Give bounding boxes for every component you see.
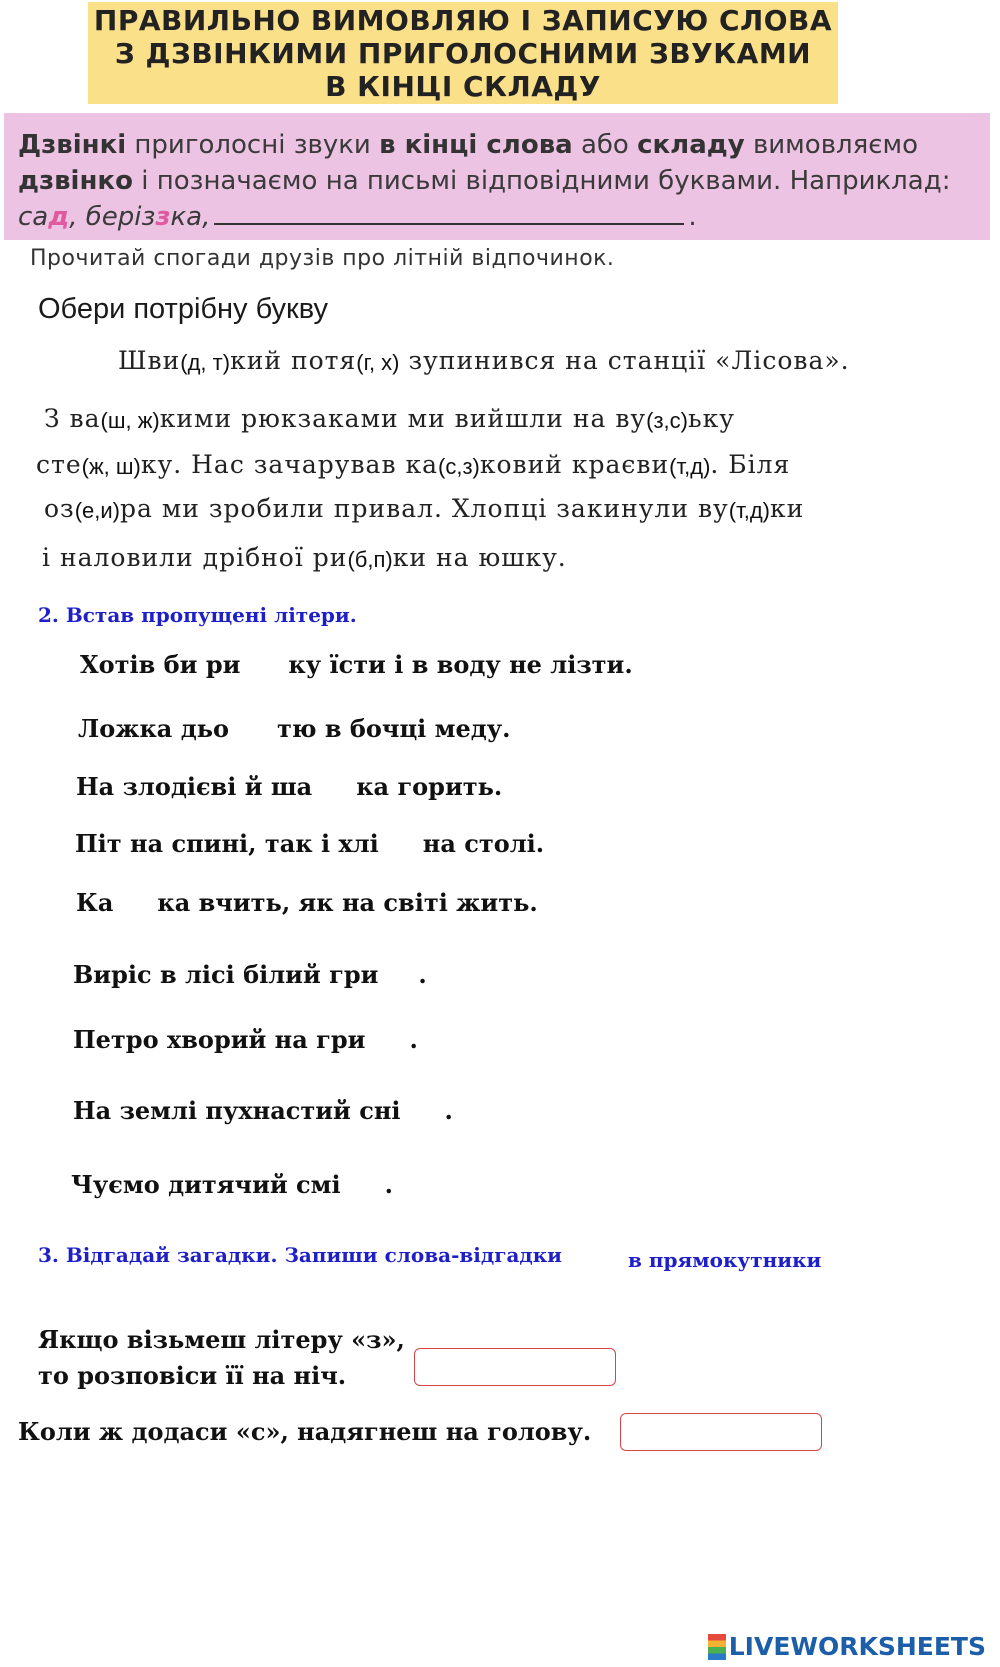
riddle-1-line-1: Якщо візьмеш літеру «з»,	[38, 1325, 405, 1354]
text-part: ковий краєви	[479, 450, 670, 479]
rule-bold-voiced: Дзвінкі	[18, 130, 127, 160]
proverb-part: ку їсти і в воду не лізти.	[288, 650, 633, 679]
example-highlight: з	[155, 202, 171, 232]
text-part: ки на юшку.	[392, 543, 567, 572]
letter-choice[interactable]: (ш, ж)	[100, 407, 160, 433]
rule-bold-word-end: в кінці слова	[379, 130, 573, 160]
text-part: кий потя	[230, 346, 357, 375]
proverb-1	[80, 650, 633, 679]
text-part: З ва	[44, 404, 101, 433]
brand-text: LIVEWORKSHEETS	[728, 1632, 986, 1661]
riddle-2: Коли ж додаси «с», надягнеш на голову.	[18, 1417, 592, 1446]
example-part: са	[18, 202, 49, 232]
proverb-5	[76, 888, 538, 917]
letter-choice[interactable]: (с,з)	[438, 453, 480, 479]
sentence-part: .	[409, 1025, 418, 1054]
text-part: Шви	[118, 346, 181, 375]
proverb-part: ка вчить, як на світі жить.	[157, 888, 538, 917]
sentence-part: Петро хворий на гри	[73, 1025, 366, 1054]
letter-choice[interactable]: (е,и)	[74, 497, 120, 523]
sentence-7	[73, 1025, 418, 1054]
liveworksheets-logo	[708, 1632, 986, 1661]
sentence-part: На землі пухнастий сні	[73, 1096, 401, 1125]
text-part: ра ми зробили привал. Хлопці закинули ву	[119, 494, 729, 523]
text-part: сте	[36, 450, 82, 479]
title-line-2: З ДЗВІНКИМИ ПРИГОЛОСНИМИ ЗВУКАМИ	[114, 37, 812, 70]
title-line-3: В КІНЦІ СКЛАДУ	[325, 70, 601, 103]
text-part: ьку	[687, 404, 735, 433]
letter-choice[interactable]: (б,п)	[347, 546, 393, 572]
text-part: зупинився на станції «Лісова».	[399, 346, 850, 375]
rule-text-part: вимовляємо	[744, 130, 919, 160]
proverb-part: Хотів би ри	[80, 650, 241, 679]
proverb-part: На злодієві й ша	[76, 772, 313, 801]
letter-choice[interactable]: (т,д)	[728, 497, 771, 523]
rule-bold-syllable: складу	[637, 130, 745, 160]
example-end: .	[688, 202, 697, 232]
task1-line-2	[44, 404, 735, 434]
sentence-8	[73, 1096, 453, 1125]
example-sad	[18, 202, 210, 232]
riddle-2-answer-box[interactable]	[620, 1413, 822, 1451]
sentence-9	[71, 1170, 393, 1199]
example-part: , беріз	[69, 202, 156, 232]
task2-heading: 2. Встав пропущені літери.	[38, 603, 357, 627]
text-part: . Біля	[710, 450, 791, 479]
sentence-part: .	[418, 960, 427, 989]
title-line-1: ПРАВИЛЬНО ВИМОВЛЯЮ І ЗАПИСУЮ СЛОВА	[93, 4, 833, 37]
riddle-1	[38, 1322, 405, 1394]
sentence-part: Виріс в лісі білий гри	[73, 960, 379, 989]
task3-heading: 3. Відгадай загадки. Запиши слова-відгадки	[38, 1243, 563, 1267]
proverb-part: на столі.	[422, 829, 545, 858]
proverb-part: ка горить.	[356, 772, 503, 801]
proverb-3	[76, 772, 502, 801]
proverb-part: тю в бочці меду.	[277, 714, 511, 743]
task1-choose: Обери потрібну букву	[38, 293, 329, 325]
sentence-part: .	[444, 1096, 453, 1125]
example-highlight: д	[48, 202, 70, 232]
example-blank-line	[214, 201, 684, 225]
rule-text-part: приголосні звуки	[126, 130, 380, 160]
rule-bold-voiced-adv: дзвінко	[18, 166, 133, 196]
text-part: ку. Нас зачарував ка	[140, 450, 438, 479]
rule-box	[4, 113, 990, 240]
rule-text	[18, 127, 993, 235]
task1-line-1	[118, 346, 850, 376]
sentence-6	[73, 960, 427, 989]
rule-text-part: і позначаємо на письмі відповідними буквами. Наприклад:	[132, 166, 951, 196]
task1-line-3	[36, 450, 790, 480]
letter-choice[interactable]: (т,д)	[669, 453, 711, 479]
letter-choice[interactable]: (д, т)	[180, 349, 231, 375]
text-part: кими рюкзаками ми вийшли на ву	[159, 404, 647, 433]
riddle-1-line-2: то розповіси її на ніч.	[38, 1361, 347, 1390]
sentence-part: .	[384, 1170, 393, 1199]
text-part: ки	[770, 494, 805, 523]
task1-line-5	[42, 543, 567, 573]
example-part: ка,	[170, 202, 211, 232]
task3-heading-cont: в прямокутники	[628, 1248, 822, 1272]
proverb-2	[78, 714, 510, 743]
letter-choice[interactable]: (з,с)	[646, 407, 688, 433]
sentence-part: Чуємо дитячий смі	[71, 1170, 341, 1199]
text-part: і наловили дрібної ри	[42, 543, 348, 572]
letter-choice[interactable]: (ж, ш)	[81, 453, 141, 479]
proverb-part: Піт на спині, так і хлі	[75, 829, 379, 858]
rule-text-part: або	[572, 130, 638, 160]
task1-line-4	[44, 494, 804, 524]
task1-instruction: Прочитай спогади друзів про літній відпочинок.	[30, 246, 615, 271]
proverb-part: Ка	[76, 888, 114, 917]
proverb-part: Ложка дьо	[78, 714, 229, 743]
riddle-1-answer-box[interactable]	[414, 1348, 616, 1386]
letter-choice[interactable]: (г, х)	[356, 349, 400, 375]
text-part: оз	[44, 494, 75, 523]
page-title	[88, 2, 838, 104]
proverb-4	[75, 829, 544, 858]
liveworksheets-icon	[708, 1634, 726, 1660]
